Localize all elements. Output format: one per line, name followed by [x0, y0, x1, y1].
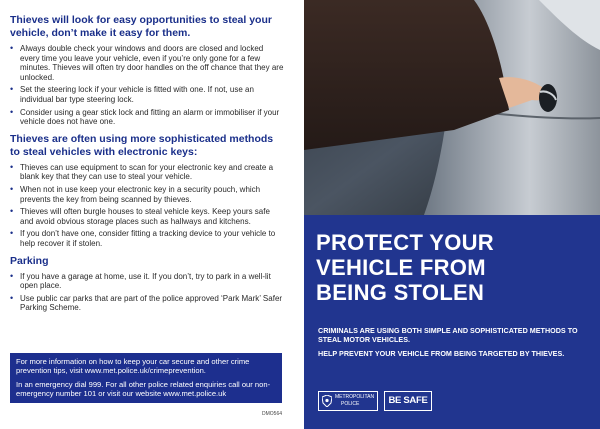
section-heading-easy-opportunities: Thieves will look for easy opportunities to steal your vehicle, don’t make it easy for them. — [10, 14, 272, 39]
reference-code: DMO564 — [262, 411, 283, 417]
headline — [316, 230, 592, 305]
headline-line: PROTECT YOUR — [316, 230, 494, 255]
police-crest-icon — [322, 395, 332, 407]
list-item: • When not in use keep your electronic key in a security pouch, which prevents the key from being scanned by thieves. — [10, 185, 285, 204]
more-info-text: For more information on how to keep your car secure and other crime prevention tips, visit www.met.police.uk/crimeprevention. — [16, 357, 250, 376]
headline-line: BEING STOLEN — [316, 280, 485, 305]
met-logo-line1: METROPOLITAN — [335, 394, 375, 400]
headline-line: VEHICLE FROM — [316, 255, 486, 280]
subheadings — [318, 326, 588, 363]
car-door-photo — [304, 0, 600, 215]
met-logo-line2: POLICE — [341, 401, 360, 407]
parking-list — [10, 272, 285, 313]
be-safe-logo — [384, 391, 432, 411]
cover-panel — [304, 0, 600, 429]
subheading-help: HELP PREVENT YOUR VEHICLE FROM BEING TARGETED BY THIEVES. — [318, 349, 565, 358]
be-safe-text: BE SAFE — [388, 395, 428, 406]
list-item: • Consider using a gear stick lock and fitting an alarm or immobiliser if your vehicle does not have one. — [10, 108, 285, 127]
subheading-criminals: CRIMINALS ARE USING BOTH SIMPLE AND SOPHISTICATED METHODS TO STEAL MOTOR VEHICLES. — [318, 326, 578, 344]
list-item: • Use public car parks that are part of the police approved ‘Park Mark’ Safer Parking Scheme. — [10, 294, 285, 313]
section-heading-electronic-keys: Thieves are often using more sophisticated methods to steal vehicles with electronic keys: — [10, 132, 274, 158]
advice-column — [10, 14, 285, 319]
met-police-logo — [318, 391, 378, 411]
list-item: • If you don’t have one, consider fitting a tracking device to your vehicle to help recover it if stolen. — [10, 229, 285, 248]
easy-opportunities-list — [10, 44, 285, 127]
list-item: • Thieves will often burgle houses to steal vehicle keys. Keep yours safe and avoid obvious storage places such as hallways and kitchens. — [10, 207, 285, 226]
contact-info-box — [10, 353, 282, 403]
list-item: • Always double check your windows and doors are closed and locked every time you leave your vehicle, even if you’re only gone for a few minutes. Thieves will often try door handles on the off chance that they are unlocked. — [10, 44, 285, 82]
electronic-keys-list — [10, 163, 285, 249]
emergency-text: In an emergency dial 999. For all other police related enquiries call our non-emergency number 101 or visit our website www.met.police.uk — [16, 379, 271, 399]
car-door-illustration — [304, 0, 600, 215]
section-heading-parking: Parking — [10, 254, 49, 267]
list-item: • Thieves can use equipment to scan for your electronic key and create a blank key that they can use to steal your vehicle. — [10, 163, 285, 182]
list-item: • If you have a garage at home, use it. If you don’t, try to park in a well-lit open place. — [10, 272, 285, 291]
list-item: • Set the steering lock if your vehicle is fitted with one. If not, use an individual bar type steering lock. — [10, 85, 285, 104]
